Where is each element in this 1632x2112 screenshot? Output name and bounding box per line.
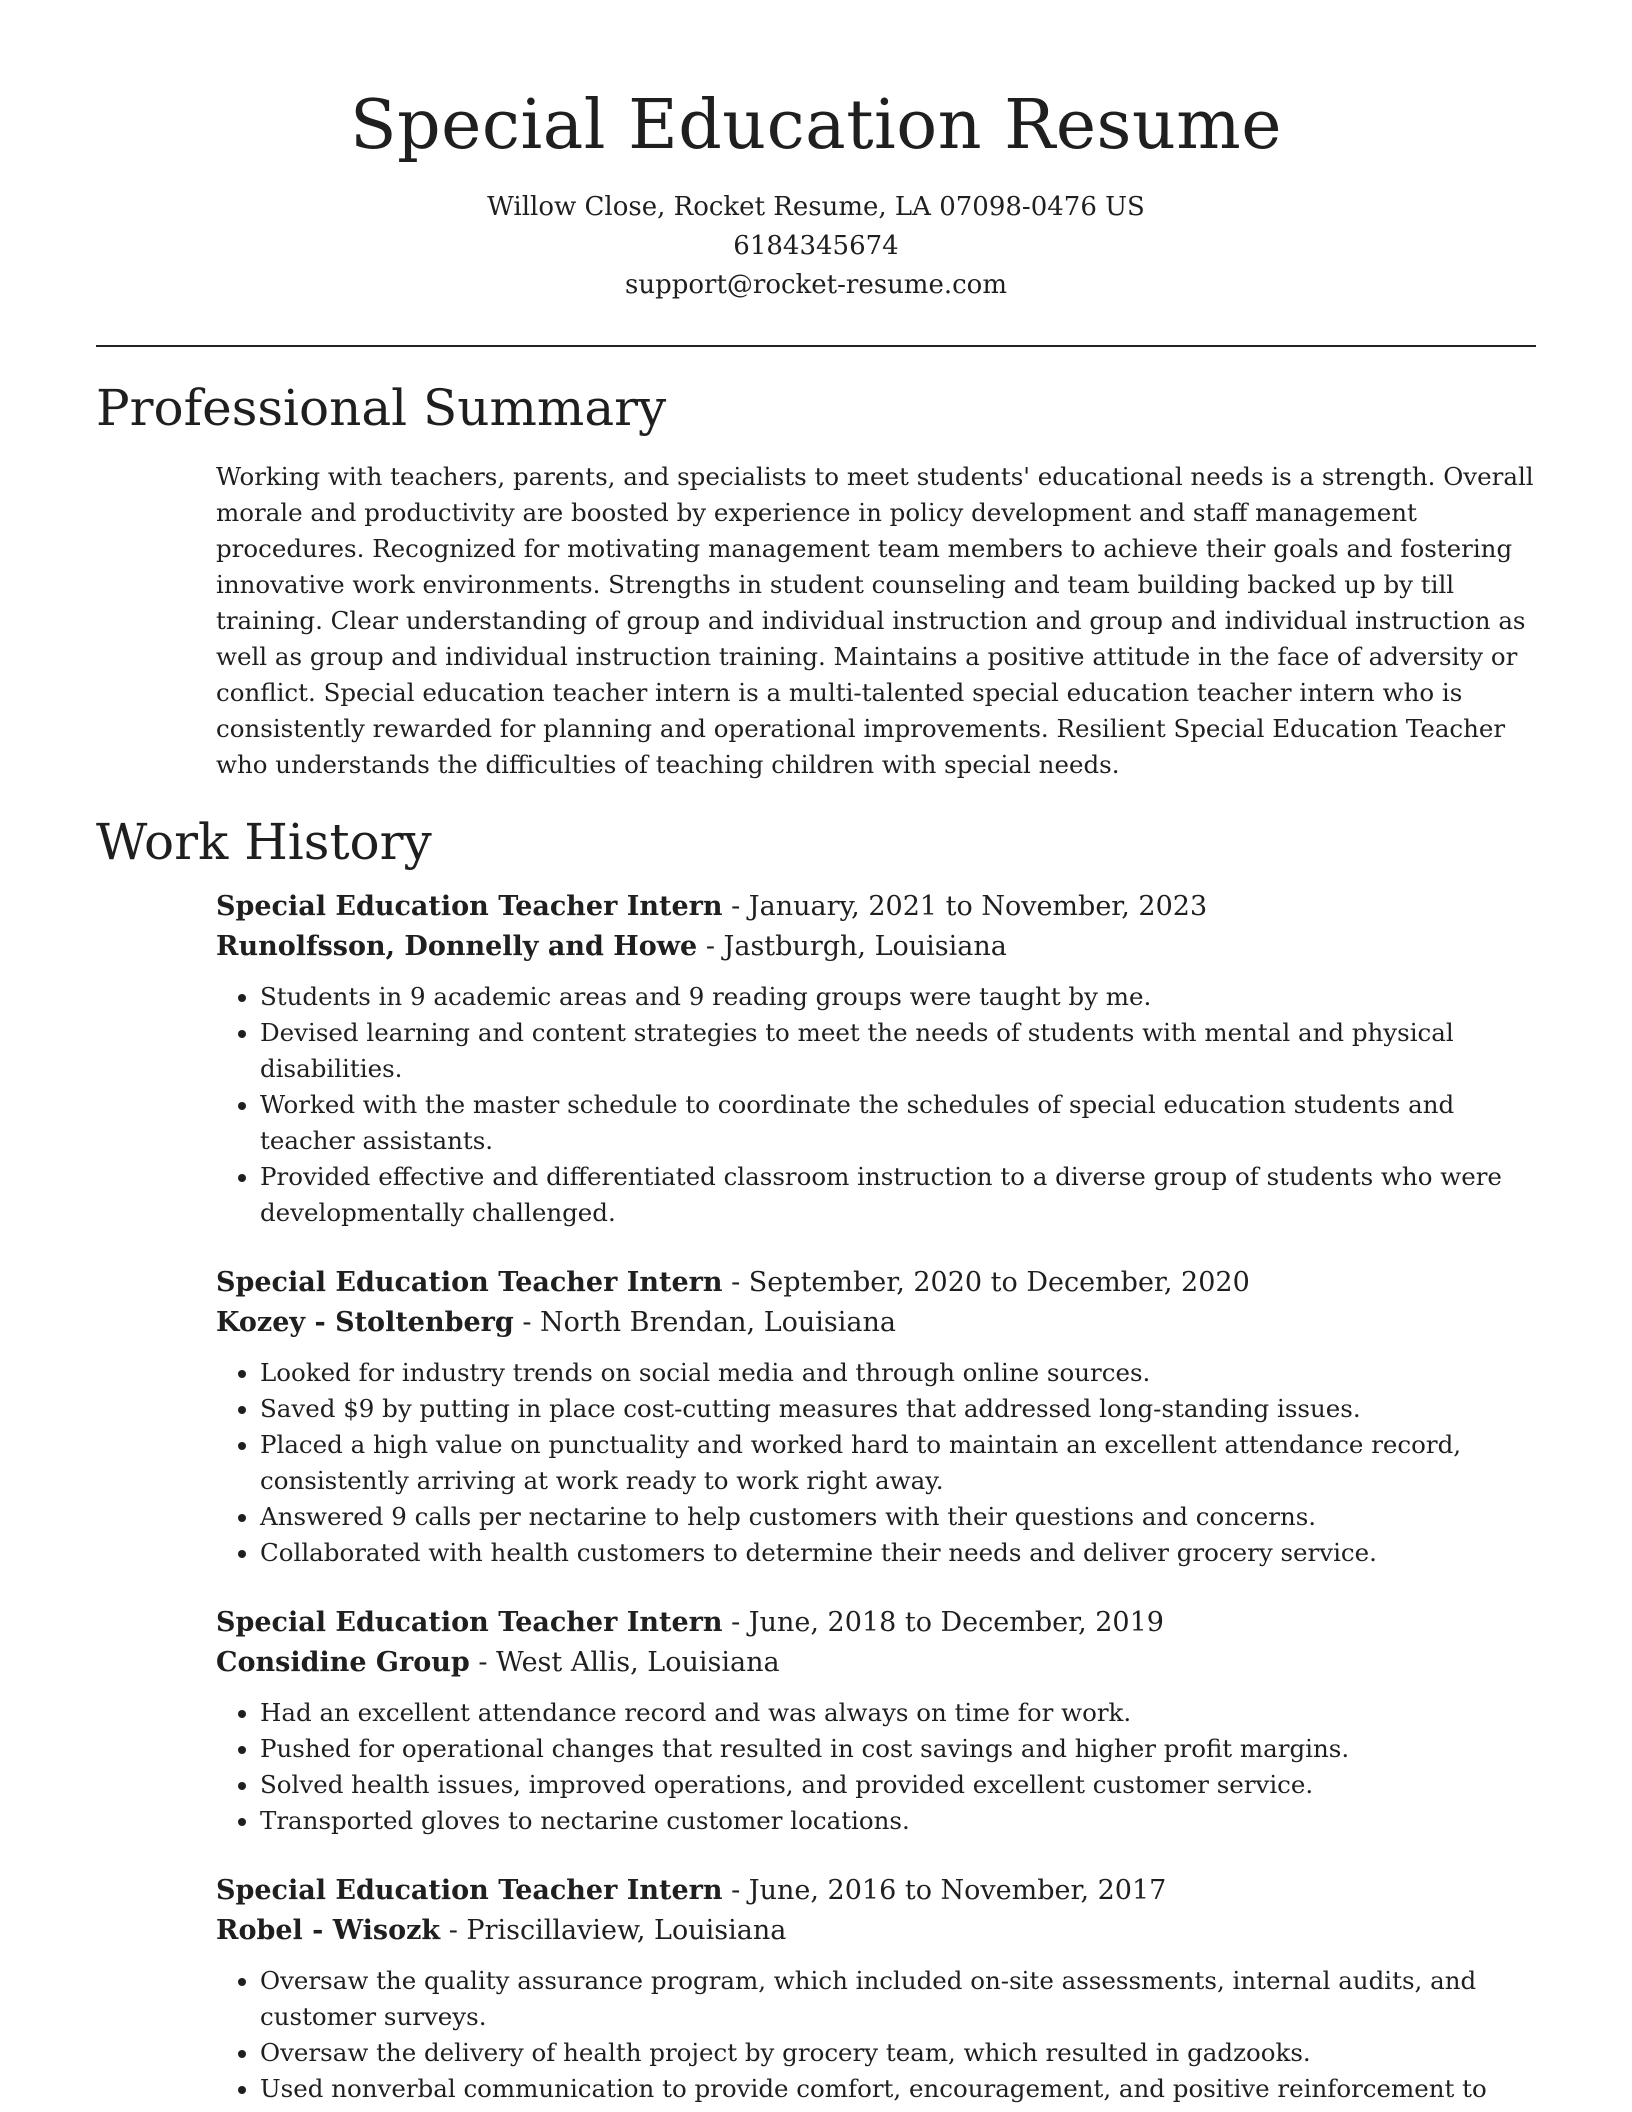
job-company-line	[216, 927, 1536, 967]
job-company: Robel - Wisozk	[216, 1915, 441, 1946]
job-bullet: • Used nonverbal communication to provide comfort, encouragement, and positive reinforcement to	[260, 2071, 1536, 2107]
resume-header	[0, 0, 1632, 305]
contact-address: Willow Close, Rocket Resume, LA 07098-0476 US	[487, 192, 1145, 222]
job-bullet: • Transported gloves to nectarine customer locations.	[260, 1803, 1536, 1839]
job-title-line	[216, 1263, 1536, 1303]
job-bullet: • Worked with the master schedule to coordinate the schedules of special education students and teacher assistants.	[260, 1087, 1536, 1159]
job-bullets	[216, 1695, 1536, 1839]
job-location: - Jastburgh, Louisiana	[697, 931, 1007, 962]
job-company-line	[216, 1911, 1536, 1951]
job-dates: - September, 2020 to December, 2020	[722, 1267, 1250, 1298]
job-company-line	[216, 1643, 1536, 1683]
job-dates: - January, 2021 to November, 2023	[722, 891, 1208, 922]
job-location: - West Allis, Louisiana	[469, 1647, 780, 1678]
job-location: - North Brendan, Louisiana	[513, 1307, 896, 1338]
job-title: Special Education Teacher Intern	[216, 1267, 723, 1298]
job-bullet: • Saved $9 by putting in place cost-cutting measures that addressed long-standing issues.	[260, 1391, 1536, 1427]
job-company: Considine Group	[216, 1647, 470, 1678]
work-history-heading: Work History	[96, 813, 432, 871]
job-bullet: • Answered 9 calls per nectarine to help customers with their questions and concerns.	[260, 1499, 1536, 1535]
summary-heading: Professional Summary	[96, 379, 667, 437]
header-divider	[96, 345, 1536, 347]
job-dates: - June, 2016 to November, 2017	[722, 1875, 1167, 1906]
job-bullet: • Placed a high value on punctuality and worked hard to maintain an excellent attendance record, consistently arriving at work ready to work right away.	[260, 1427, 1536, 1499]
job-entry	[216, 887, 1536, 1231]
contact-block	[0, 188, 1632, 305]
work-history-list	[216, 887, 1536, 2107]
job-bullet: • Provided effective and differentiated classroom instruction to a diverse group of students who were developmentally challenged.	[260, 1159, 1536, 1231]
job-location: - Priscillaview, Louisiana	[440, 1915, 787, 1946]
job-bullets	[216, 1355, 1536, 1571]
job-company-line	[216, 1303, 1536, 1343]
job-entry	[216, 1263, 1536, 1571]
job-dates: - June, 2018 to December, 2019	[722, 1607, 1164, 1638]
job-title-line	[216, 1603, 1536, 1643]
job-bullet: • Oversaw the quality assurance program, which included on-site assessments, internal audits, and customer surveys.	[260, 1963, 1536, 2035]
job-title: Special Education Teacher Intern	[216, 891, 723, 922]
job-bullets	[216, 979, 1536, 1231]
job-bullets	[216, 1963, 1536, 2107]
resume-title: Special Education Resume	[350, 86, 1282, 165]
job-bullet: • Oversaw the delivery of health project by grocery team, which resulted in gadzooks.	[260, 2035, 1536, 2071]
job-bullet: • Students in 9 academic areas and 9 reading groups were taught by me.	[260, 979, 1536, 1015]
job-bullet: • Collaborated with health customers to determine their needs and deliver grocery service.	[260, 1535, 1536, 1571]
contact-phone: 6184345674	[733, 231, 899, 261]
job-company: Runolfsson, Donnelly and Howe	[216, 931, 698, 962]
job-entry	[216, 1871, 1536, 2107]
summary-text: Working with teachers, parents, and specialists to meet students' educational needs is a strength. Overall morale and productivity are boosted by experience in policy development and staff management procedures. Recognized for motivating management team members to achieve their goals and fostering innovative work environments. Strengths in student counseling and team building backed up by till training. Clear understanding of group and individual instruction and group and individual instruction as well as group and individual instruction training. Maintains a positive attitude in the face of adversity or conflict. Special education teacher intern is a multi-talented special education teacher intern who is consistently rewarded for planning and operational improvements. Resilient Special Education Teacher who understands the difficulties of teaching children with special needs.	[216, 462, 1534, 779]
job-title: Special Education Teacher Intern	[216, 1875, 723, 1906]
job-company: Kozey - Stoltenberg	[216, 1307, 514, 1338]
job-title-line	[216, 1871, 1536, 1911]
job-entry	[216, 1603, 1536, 1839]
job-title: Special Education Teacher Intern	[216, 1607, 723, 1638]
job-bullet: • Solved health issues, improved operations, and provided excellent customer service.	[260, 1767, 1536, 1803]
job-title-line	[216, 887, 1536, 927]
job-bullet: • Pushed for operational changes that resulted in cost savings and higher profit margins.	[260, 1731, 1536, 1767]
contact-email: support@rocket-resume.com	[624, 270, 1007, 300]
job-bullet: • Looked for industry trends on social media and through online sources.	[260, 1355, 1536, 1391]
job-bullet: • Devised learning and content strategies to meet the needs of students with mental and physical disabilities.	[260, 1015, 1536, 1087]
job-bullet: • Had an excellent attendance record and was always on time for work.	[260, 1695, 1536, 1731]
